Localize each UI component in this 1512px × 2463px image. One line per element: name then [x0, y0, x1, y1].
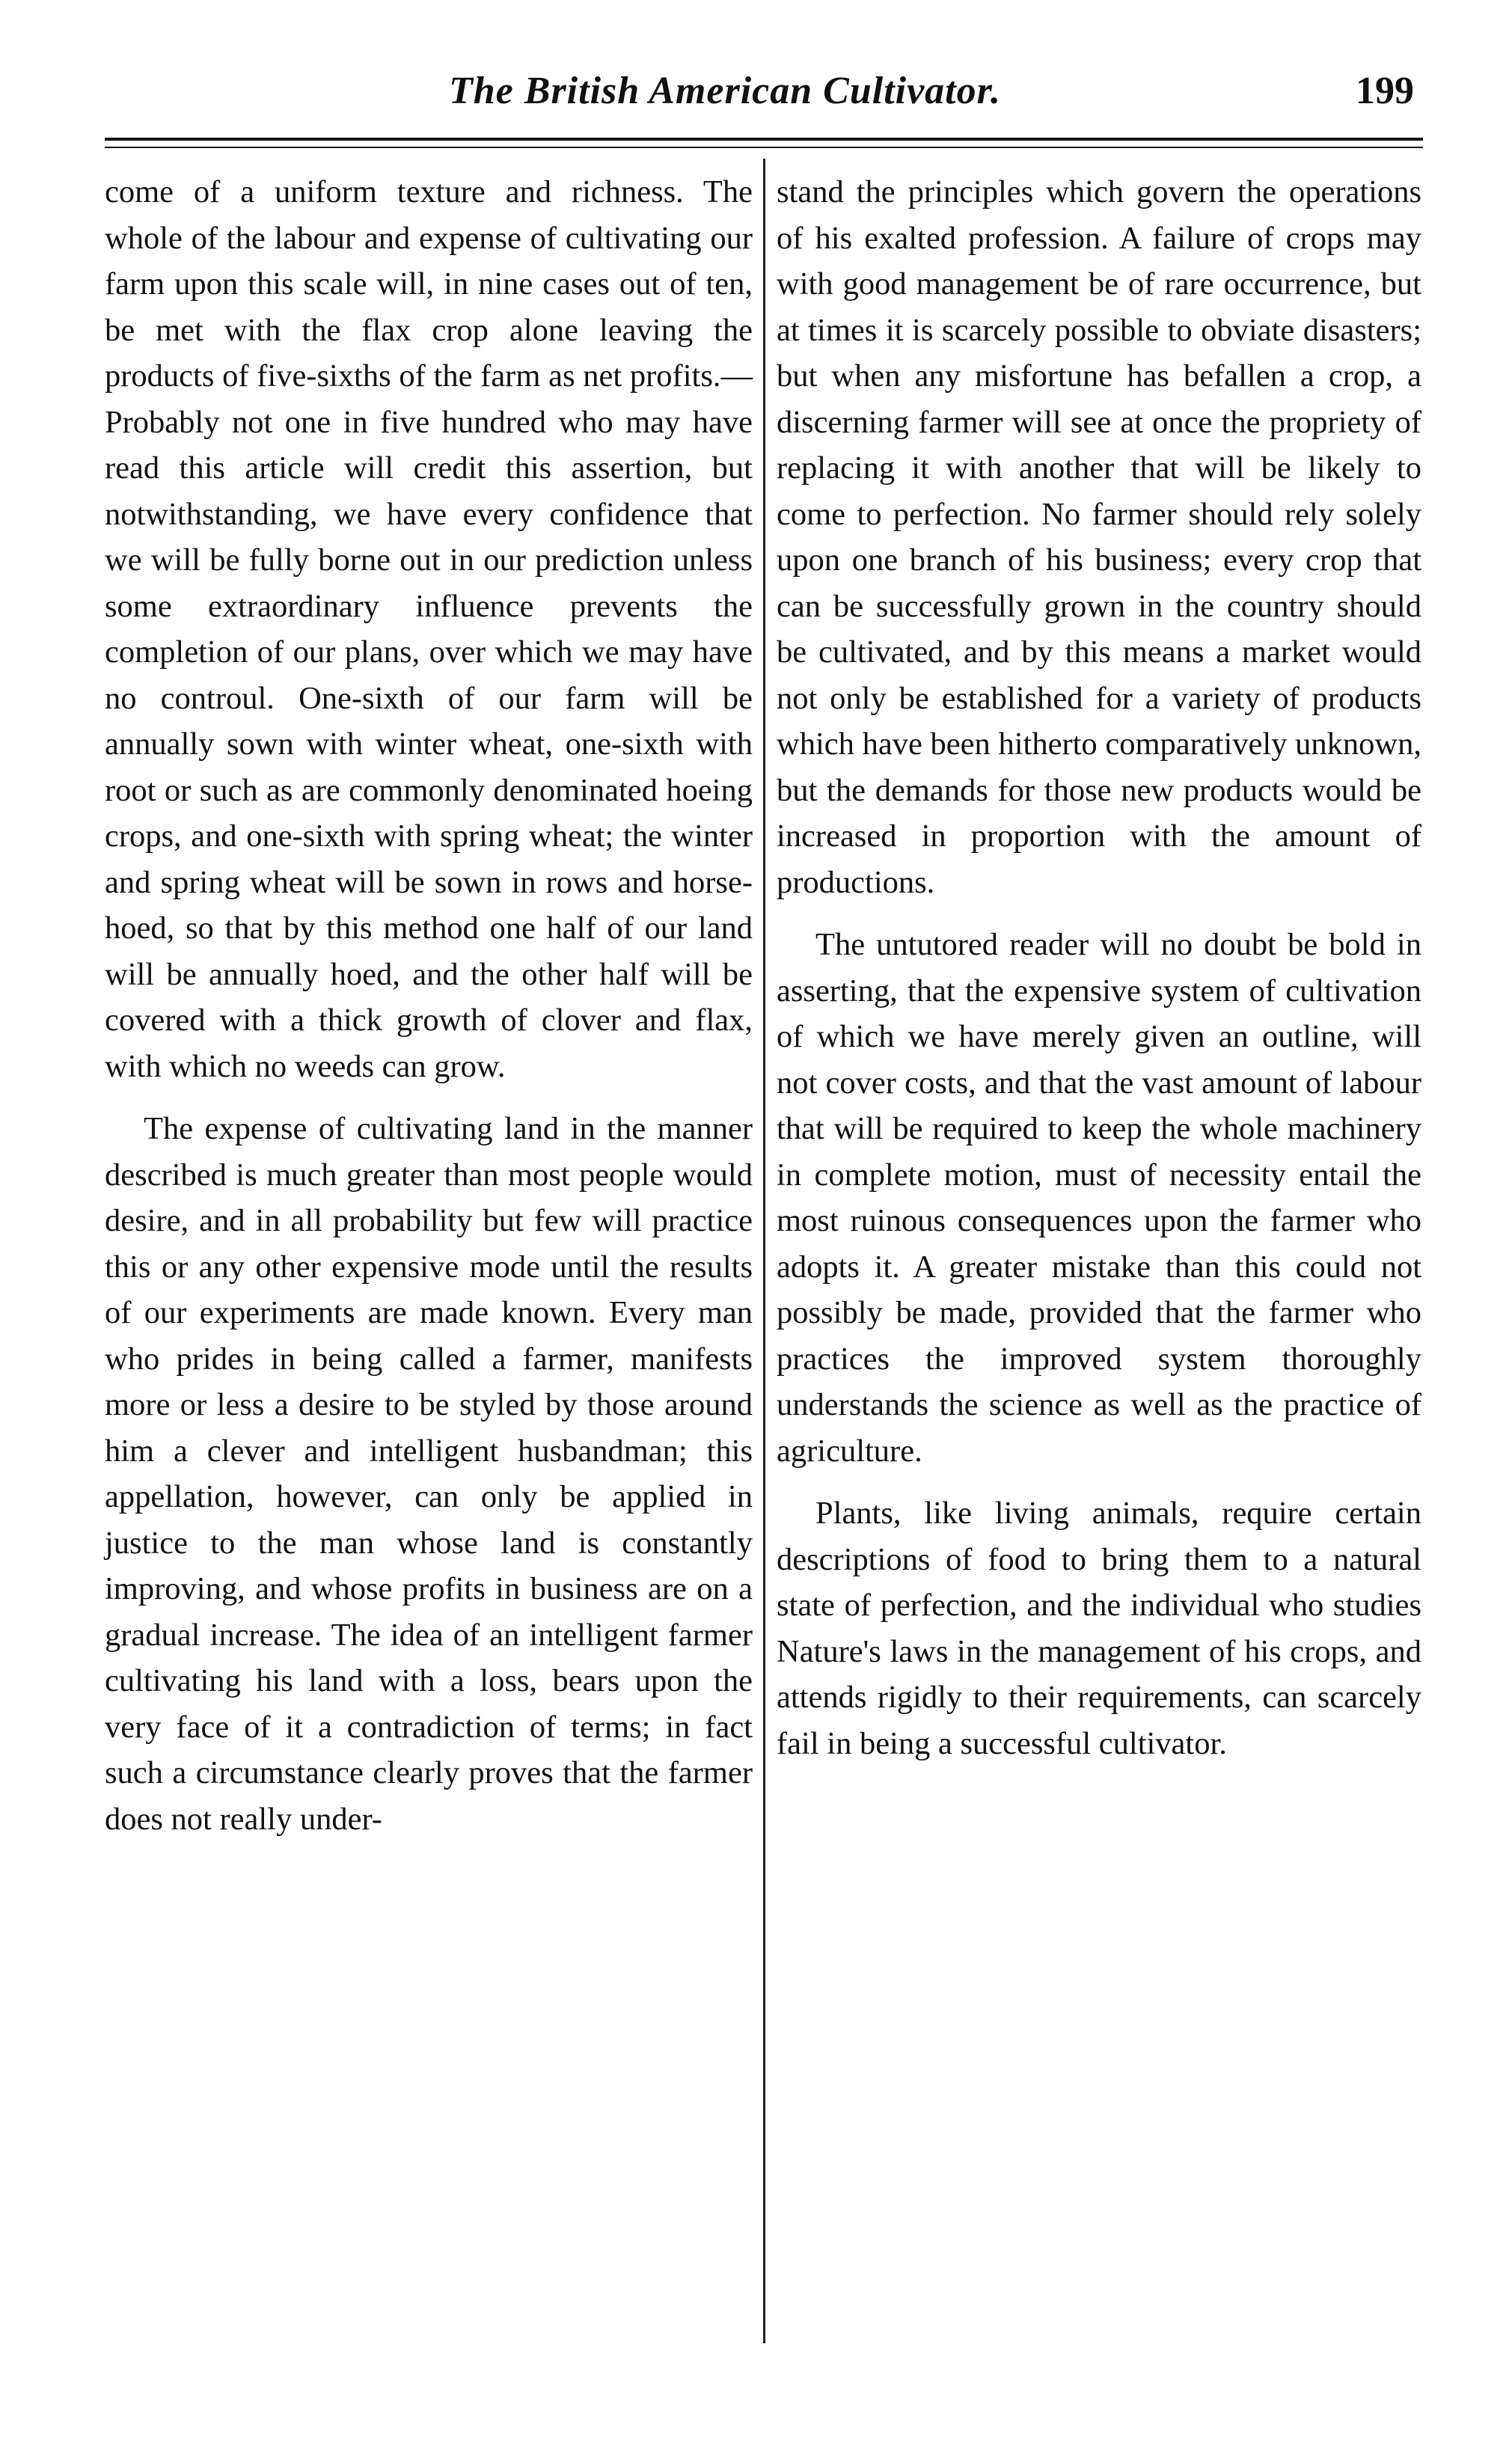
header-rule-thin — [105, 147, 1423, 148]
paragraph: Plants, like living animals, require certain descriptions of food to bring them to a natural state of perfection, and the individual who studies Nature's laws in the management of his crops, and attends rigidly to their requirements, can scarcely fail in being a successful cultivator. — [777, 1496, 1421, 1761]
paragraph: stand the principles which govern the operations of his exalted profession. A failure of crops may with good management be of rare occurrence, but at times it is scarcely possible to obviate disasters; but when any misfortune has befallen a crop, a discerning farmer will see at once the propriety of replacing it with another that will be likely to come to perfection. No farmer should rely solely upon one branch of his business; every crop that can be successfully grown in the country should be cultivated, and by this means a market would not only be established for a variety of products which have been hitherto comparatively unknown, but the demands for those new products would be increased in proportion with the amount of productions. — [777, 174, 1421, 900]
journal-title: The British American Cultivator. — [449, 70, 1001, 112]
page-header — [105, 69, 1421, 129]
page-number: 199 — [1356, 70, 1414, 112]
right-column — [777, 169, 1421, 1766]
paragraph: The untutored reader will no doubt be bold in asserting, that the expensive system of cultivation of which we have merely given an outline, will not cover costs, and that the vast amount of labour that will be required to keep the whole machinery in complete motion, must of necessity entail the most ruinous consequences upon the farmer who adopts it. A greater mistake than this could not possibly be made, provided that the farmer who practices the improved system thoroughly understands the science as well as the practice of agriculture. — [777, 927, 1421, 1469]
paragraph: come of a uniform texture and richness. The whole of the labour and expense of cultivating our farm upon this scale will, in nine cases out of ten, be met with the flax crop alone leaving the products of five-sixths of the farm as net profits.— Probably not one in five hundred who may have read this article will credit this assertion, but notwithstanding, we have every confidence that we will be fully borne out in our prediction unless some extraordinary influence prevents the completion of our plans, over which we may have no controul. One-sixth of our farm will be annually sown with winter wheat, one-sixth with root or such as are commonly denominated hoeing crops, and one-sixth with spring wheat; the winter and spring wheat will be sown in rows and horse-hoed, so that by this method one half of our land will be annually hoed, and the other half will be covered with a thick growth of clover and flax, with which no weeds can grow. — [105, 174, 753, 1084]
column-divider — [763, 159, 765, 2343]
left-column — [105, 169, 753, 1842]
header-rule-thick — [105, 138, 1423, 141]
paragraph: The expense of cultivating land in the manner described is much greater than most people would desire, and in all probability but few will practice this or any other expensive mode until the results of our experiments are made known. Every man who prides in being called a farmer, manifests more or less a desire to be styled by those around him a clever and intelligent husbandman; this appellation, however, can only be applied in justice to the man whose land is constantly improving, and whose profits in business are on a gradual increase. The idea of an intelligent farmer cultivating his land with a loss, bears upon the very face of it a contradiction of terms; in fact such a circumstance clearly proves that the farmer does not really under- — [105, 1111, 753, 1837]
